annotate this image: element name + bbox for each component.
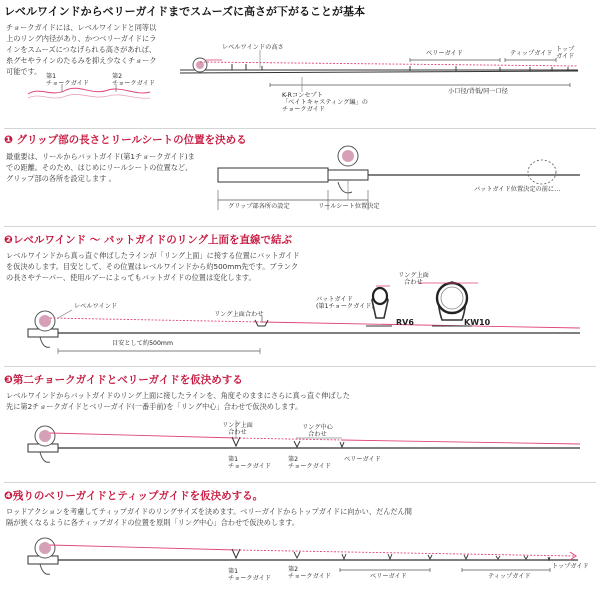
divider: [4, 226, 596, 227]
page-title: レベルワインドからベリーガイドまでスムーズに高さが下がることが基本: [4, 5, 366, 18]
section2-label-kw10: KW10: [464, 318, 491, 327]
section4-label-belly-guide: ベリーガイド: [370, 573, 407, 580]
intro-label-first-guide: 第1 チョークガイド: [46, 73, 89, 88]
section4-heading: ❹残りのベリーガイドとティップガイドを仮決めする。: [4, 490, 264, 502]
section2-heading: ❷レベルワインド ～ バットガイドのリング上面を直線で結ぶ: [4, 234, 293, 246]
section2-label-butt-guide: バットガイド (第1チョークガイド): [316, 296, 374, 311]
section4-label-top-guide: トップガイド: [552, 563, 589, 570]
divider: [4, 482, 596, 483]
top-label-top-guide: トップ ガイド: [556, 46, 575, 61]
top-label-ring-sizes: 小口径/背低/同一口径: [448, 88, 508, 95]
divider: [4, 366, 596, 367]
section1-heading: ❶ グリップ部の長さとリールシートの位置を決める: [4, 134, 247, 146]
top-label-kr-concept: K-Rコンセプト 「ベイトキャスティング編」の チョークガイド: [282, 92, 368, 114]
section2-label-rv6: RV6: [396, 318, 414, 327]
section3-label-ring-top: リング上面 合わせ: [222, 422, 253, 437]
section3-label-first-guide: 第1 チョークガイド: [228, 456, 271, 471]
section2-label-level-wind: レベルワインド: [74, 303, 118, 310]
section3-label-ring-center: リング中心 合わせ: [302, 424, 333, 439]
top-label-tip-guide: ティップガイド: [510, 50, 553, 57]
section3-heading: ❸第二チョークガイドとベリーガイドを仮決めする: [4, 374, 243, 386]
intro-label-second-guide: 第2 チョークガイド: [112, 73, 155, 88]
section2-label-distance: 目安として約500mm: [112, 340, 173, 347]
top-label-level-wind: レベルワインドの高さ: [222, 44, 284, 51]
section4-label-tip-guide: ティップガイド: [488, 573, 531, 580]
section2-label-ring-top: リング上面合わせ: [214, 311, 264, 318]
butt-guide-marker: [528, 160, 556, 184]
section2-rod-diagram: [28, 282, 580, 354]
section1-rod-diagram: [218, 146, 580, 210]
section2-label-ring-top2: リング上面 合わせ: [398, 272, 429, 287]
section3-label-belly-guide: ベリーガイド: [344, 456, 381, 463]
section2-text: レベルワインドから真っ直ぐ伸ばしたラインが「リング上面」に接する位置にバットガイドを仮決めします。目安として、その位置はレベルワインドから約500mm先です。ブランクの長さやテーパー、使用ルアーによってもバットガイドの位置は変化します。: [6, 251, 300, 282]
section1-label-butt: バットガイド位置決定の前に…: [474, 186, 561, 193]
intro-text: チョークガイドには、レベルワインドと同等以上のリング内径があり、かつベリーガイドにラインをスムーズにつなげられる高さがあれば、糸グセやラインのたるみを抑え少なくチョーク可能です。: [6, 23, 157, 76]
section4-text: ロッドアクションを考慮してティップガイドのリングサイズを決めます。ベリーガイドからトップガイドに向かい、だんだん間隔が狭くなるように各ティップガイドの位置を原則「リング中心」合わせで仮決めします。: [6, 507, 412, 527]
section4-label-second-guide: 第2 チョークガイド: [288, 566, 331, 581]
section3-label-second-guide: 第2 チョークガイド: [288, 456, 331, 471]
section1-text: 最重要は、リールからバットガイド(第1チョークガイド)までの距離。そのため、はじめにリールシートの位置など、グリップ部の各所を設定します 。: [6, 152, 195, 183]
section1-label-seat: リールシート位置決定: [318, 203, 380, 210]
top-label-belly-guide: ベリーガイド: [426, 50, 463, 57]
section1-label-grip: グリップ部各所の設定: [228, 203, 290, 210]
section3-text: レベルワインドからバットガイドのリング上面に接したラインを、角度そのままにさらに真っ直ぐ伸ばした先に第2チョークガイドとベリーガイド(一番手前)を「リング中心」合わせで仮決めします。: [6, 391, 350, 411]
divider: [4, 128, 596, 129]
section4-label-first-guide: 第1 チョークガイド: [228, 568, 271, 583]
